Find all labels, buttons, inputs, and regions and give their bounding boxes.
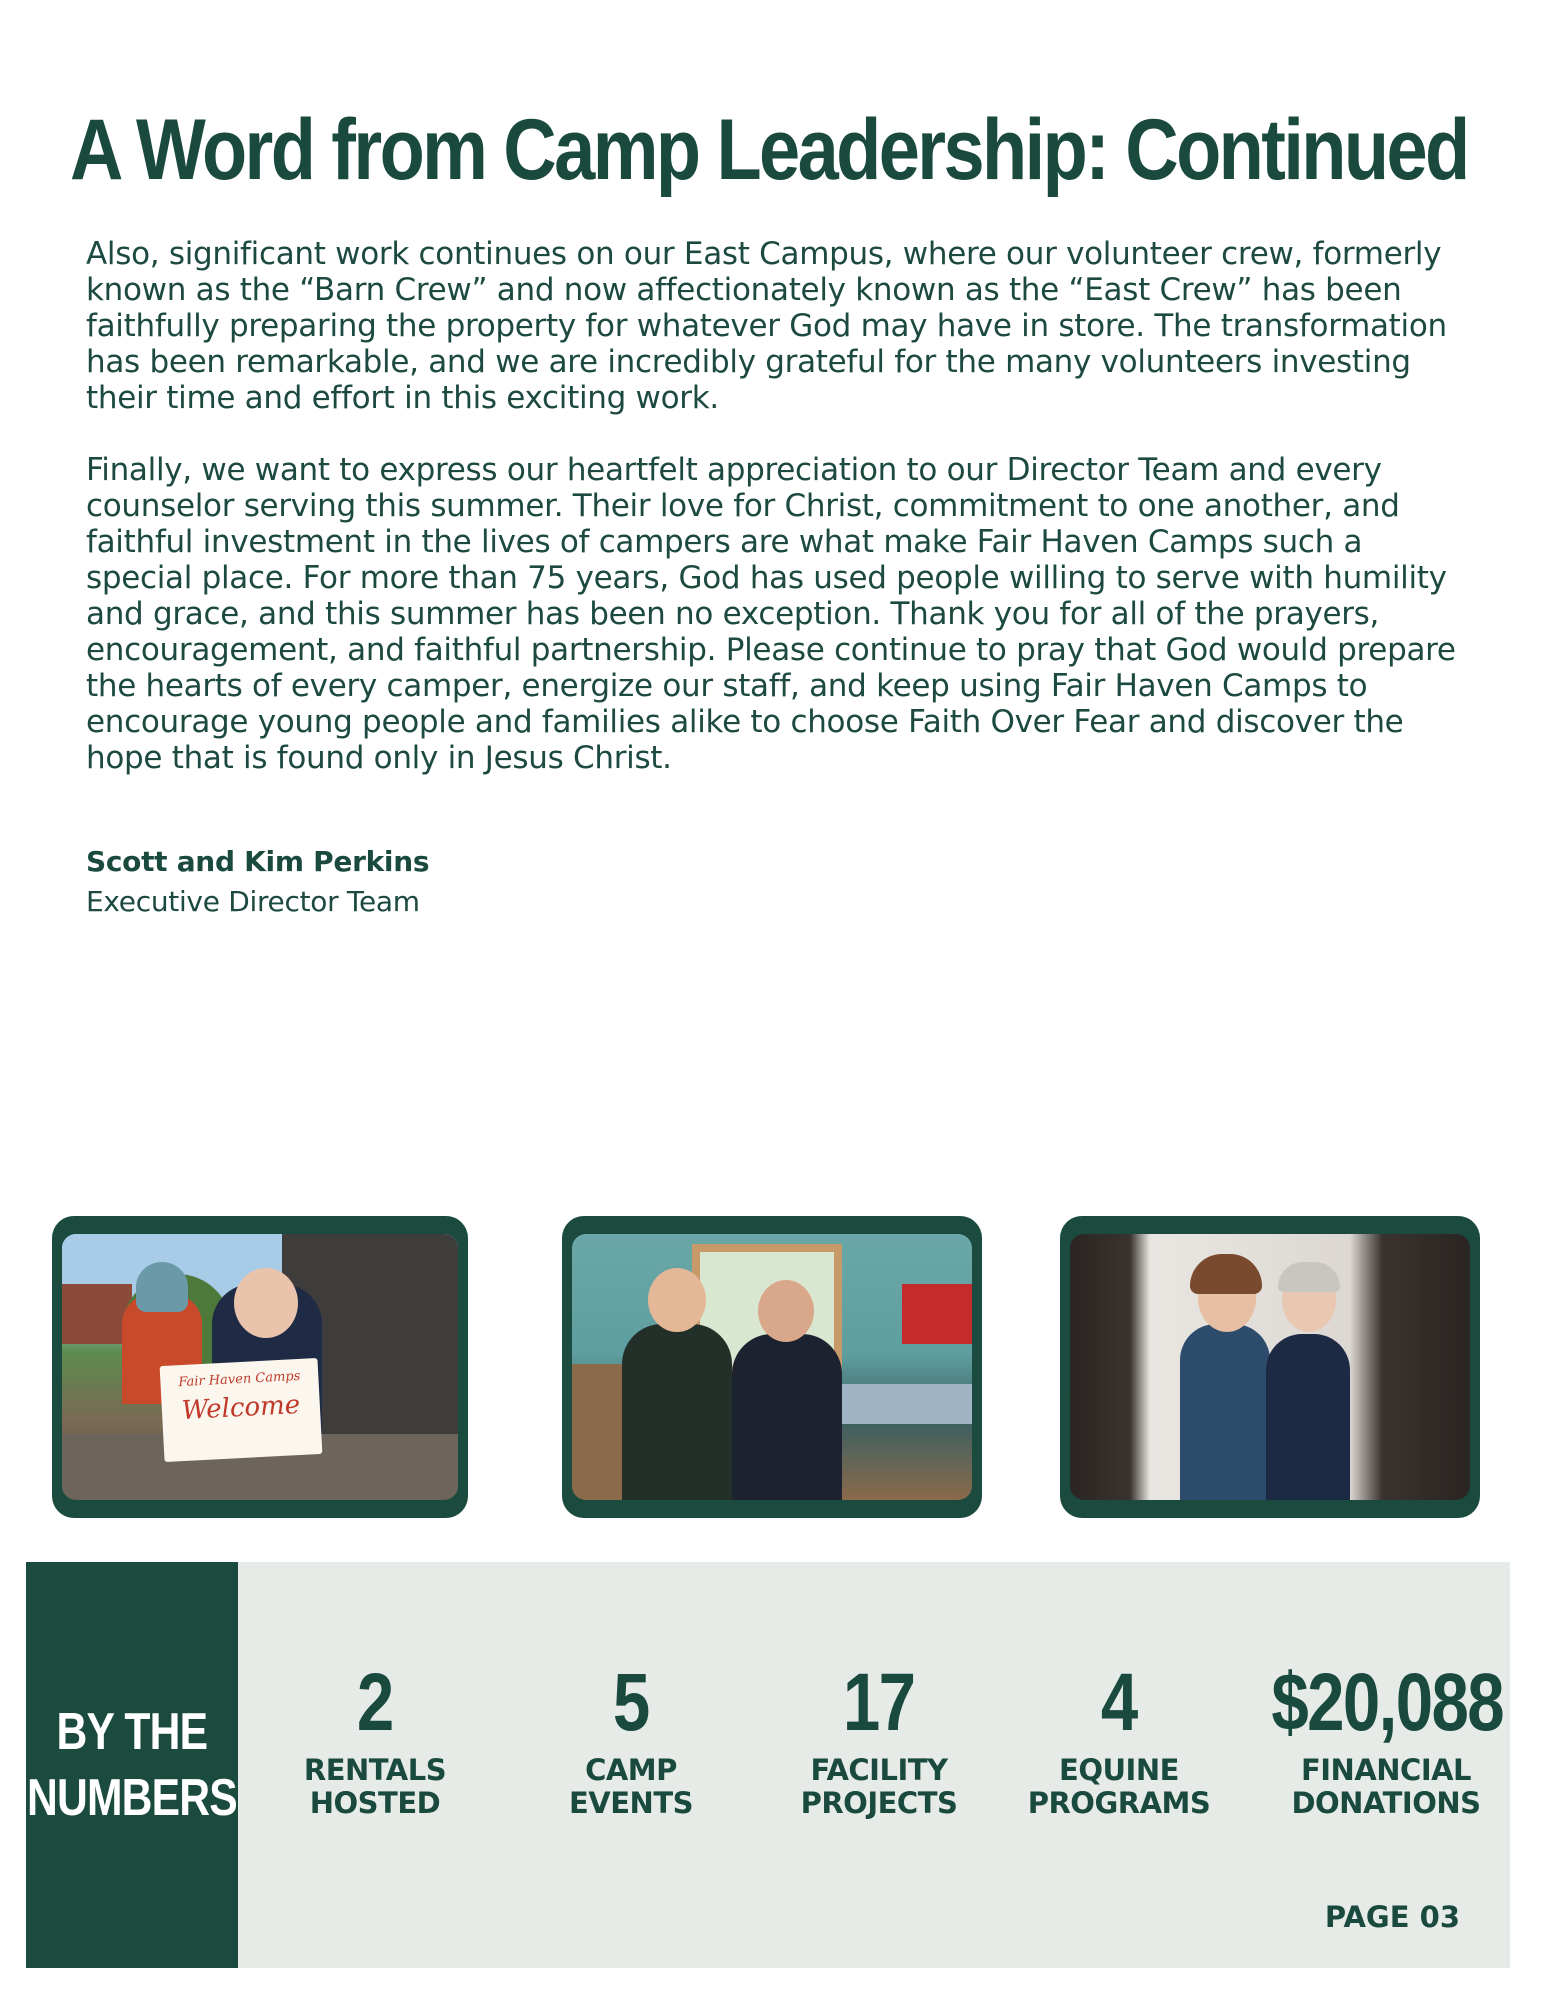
photo-volunteers (1070, 1234, 1470, 1500)
stat-label: RENTALS HOSTED (303, 1753, 447, 1820)
signature-name: Scott and Kim Perkins (86, 845, 430, 878)
stat-camp-events (516, 1658, 746, 1820)
welcome-sign (160, 1358, 323, 1462)
stat-label: FACILITY PROJECTS (800, 1753, 958, 1820)
page-number: PAGE 03 (1324, 1900, 1460, 1934)
stat-facility-projects (764, 1658, 994, 1820)
stat-label: FINANCIAL DONATIONS (1291, 1753, 1481, 1820)
photo-staff-members (572, 1234, 972, 1500)
by-the-numbers-panel (26, 1562, 1510, 1968)
stat-label: CAMP EVENTS (568, 1753, 693, 1820)
photo-campers-welcome-sign (62, 1234, 458, 1500)
stat-value: $20,088 (1271, 1657, 1504, 1748)
signature-role: Executive Director Team (86, 885, 420, 918)
stat-value: 5 (613, 1657, 649, 1748)
welcome-sign-top: Fair Haven Camps (178, 1368, 301, 1391)
stat-value: 4 (1101, 1657, 1137, 1748)
stat-value: 2 (357, 1657, 393, 1748)
paragraph-east-campus: Also, significant work continues on our East Campus, where our volunteer crew, formerly known as the “Barn Crew” and now affectionately known as the “East Crew” has been faithfully preparing the property for whatever God may have in store. The transformation has been remarkable, and we are incredibly grateful for the many volunteers investing their time and effort in this exciting work. (86, 236, 1447, 416)
welcome-sign-text: Welcome (180, 1389, 301, 1427)
label-line-1: BY THE (56, 1703, 208, 1761)
photo-frame-staff (562, 1216, 982, 1518)
label-line-2: NUMBERS (27, 1769, 237, 1827)
paragraph-appreciation: Finally, we want to express our heartfelt appreciation to our Director Team and every counselor serving this summer. Their love for Christ, commitment to one another, and faithful investment in the lives of campers are what make Fair Haven Camps such a special place. For more than 75 years, God has used people willing to serve with humility and grace, and this summer has been no exception. Thank you for all of the prayers, encouragement, and faithful partnership. Please continue to pray that God would prepare the hearts of every camper, energize our staff, and keep using Fair Haven Camps to encourage young people and families alike to choose Faith Over Fear and discover the hope that is found only in Jesus Christ. (86, 452, 1456, 776)
stat-rentals (260, 1658, 490, 1820)
stat-value: 17 (843, 1657, 915, 1748)
page-title: A Word from Camp Leadership: Continued (70, 102, 1468, 198)
photo-frame-welcome (52, 1216, 468, 1518)
photo-frame-volunteers (1060, 1216, 1480, 1518)
by-the-numbers-label (26, 1562, 238, 1968)
stat-equine-programs (1004, 1658, 1234, 1820)
stat-label: EQUINE PROGRAMS (1027, 1753, 1211, 1820)
stat-financial-donations (1246, 1658, 1526, 1820)
letter-body (86, 236, 1466, 812)
